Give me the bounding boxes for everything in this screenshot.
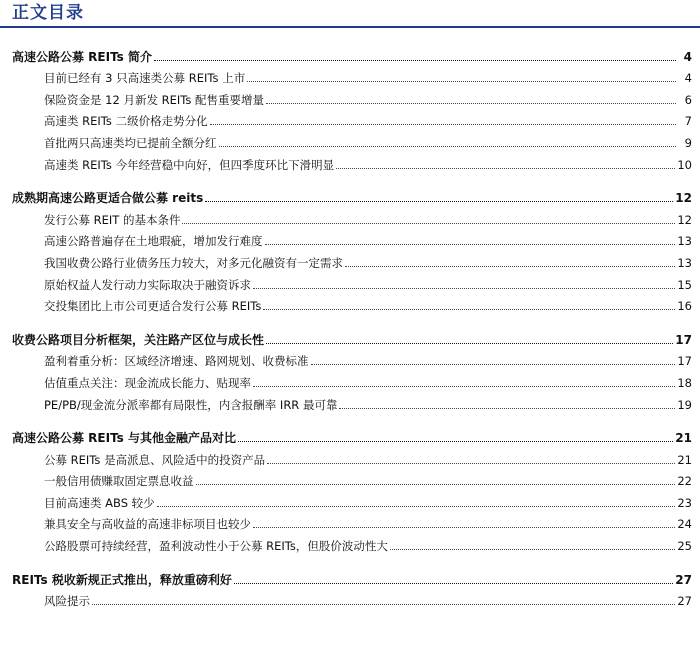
toc-page-number: 17 [677, 354, 692, 369]
page-title: 正文目录 [12, 3, 84, 23]
toc-subsection-title: 交投集团比上市公司更适合发行公募 REITs [44, 299, 262, 314]
toc-subsection-title: 原始权益人发行动力实际取决于融资诉求 [44, 277, 251, 292]
toc-page-number: 21 [675, 431, 692, 446]
toc-chapter-title: 高速公路公募 REITs 与其他金融产品对比 [12, 431, 236, 446]
toc-subsection-entry[interactable] [0, 152, 700, 174]
toc-page-number: 16 [677, 299, 692, 314]
toc-page-number: 17 [675, 332, 692, 347]
toc-page-number: 4 [684, 71, 692, 86]
toc-page-number: 13 [677, 234, 692, 249]
toc-dot-leader [210, 124, 676, 125]
toc-subsection-title: 盈利着重分析：区域经济增速、路网规划、收费标准 [44, 354, 309, 369]
toc-dot-leader [92, 604, 675, 605]
toc-subsection-entry[interactable] [0, 392, 700, 414]
toc-subsection-title: 高速类 REITs 二级价格走势分化 [44, 114, 208, 129]
toc-dot-leader [266, 343, 673, 344]
toc-subsection-title: 保险资金是 12 月新发 REITs 配售重要增量 [44, 92, 265, 107]
toc-page-number: 4 [683, 49, 692, 64]
toc-subsection-entry[interactable] [0, 207, 700, 229]
title-divider [0, 26, 700, 28]
toc-dot-leader [265, 244, 676, 245]
toc-page-number: 21 [677, 452, 692, 467]
toc-dot-leader [182, 223, 675, 224]
toc-chapter-title: REITs 税收新规正式推出，释放重磅利好 [12, 572, 232, 587]
toc-section [0, 186, 700, 316]
toc-page-number: 25 [677, 539, 692, 554]
toc-page-number: 19 [677, 397, 692, 412]
toc-subsection-entry[interactable] [0, 370, 700, 392]
toc-dot-leader [205, 201, 673, 202]
toc-dot-leader [253, 288, 675, 289]
toc-page-number: 6 [684, 92, 692, 107]
toc-subsection-entry[interactable] [0, 490, 700, 512]
toc-dot-leader [263, 309, 675, 310]
toc-dot-leader [266, 103, 676, 104]
toc-chapter-entry[interactable] [0, 44, 700, 66]
toc-subsection-entry[interactable] [0, 447, 700, 469]
toc-page-number: 24 [677, 517, 692, 532]
toc-subsection-title: 公路股票可持续经营，盈利波动性小于公募 REITs，但股价波动性大 [44, 539, 388, 554]
toc-page-number: 12 [675, 191, 692, 206]
toc-dot-leader [157, 506, 676, 507]
toc-dot-leader [247, 81, 676, 82]
toc-subsection-entry[interactable] [0, 229, 700, 251]
toc-dot-leader [154, 60, 676, 61]
toc-subsection-entry[interactable] [0, 87, 700, 109]
toc-subsection-title: PE/PB/现金流分派率都有局限性，内含报酬率 IRR 最可靠 [44, 397, 338, 412]
toc-subsection-title: 首批两只高速类均已提前全额分红 [44, 135, 217, 150]
toc-dot-leader [219, 146, 677, 147]
toc-chapter-title: 高速公路公募 REITs 简介 [12, 49, 152, 64]
toc-subsection-title: 公募 REITs 是高派息、风险适中的投资产品 [44, 452, 266, 467]
toc-page-number: 7 [684, 114, 692, 129]
toc-page-number: 27 [675, 572, 692, 587]
toc-subsection-entry[interactable] [0, 66, 700, 88]
toc-subsection-title: 目前已经有 3 只高速类公募 REITs 上市 [44, 71, 246, 86]
toc-page-number: 22 [677, 474, 692, 489]
toc-subsection-title: 风险提示 [44, 594, 90, 609]
toc-section [0, 44, 700, 174]
toc-subsection-title: 目前高速类 ABS 较少 [44, 495, 155, 510]
toc-dot-leader [196, 484, 676, 485]
toc-dot-leader [339, 408, 675, 409]
toc-chapter-entry[interactable] [0, 567, 700, 589]
toc-page-number: 9 [684, 135, 692, 150]
toc-page-number: 12 [677, 212, 692, 227]
toc-subsection-entry[interactable] [0, 130, 700, 152]
toc-dot-leader [267, 463, 675, 464]
toc-subsection-entry[interactable] [0, 533, 700, 555]
toc-chapter-title: 成熟期高速公路更适合做公募 reits [12, 191, 204, 206]
toc-subsection-entry[interactable] [0, 349, 700, 371]
toc-chapter-title: 收费公路项目分析框架，关注路产区位与成长性 [12, 332, 265, 347]
toc-dot-leader [238, 441, 673, 442]
toc-page-number: 13 [677, 255, 692, 270]
toc-dot-leader [253, 527, 675, 528]
toc-page-number: 15 [677, 277, 692, 292]
toc-section [0, 426, 700, 556]
toc-section [0, 327, 700, 413]
toc-subsection-title: 高速公路普遍存在土地瑕疵，增加发行难度 [44, 234, 263, 249]
toc-section [0, 567, 700, 610]
toc-dot-leader [253, 386, 675, 387]
toc-subsection-title: 估值重点关注：现金流成长能力、贴现率 [44, 375, 251, 390]
toc-dot-leader [390, 549, 675, 550]
toc-subsection-entry[interactable] [0, 469, 700, 491]
toc-page-number: 18 [677, 375, 692, 390]
toc-subsection-title: 发行公募 REIT 的基本条件 [44, 212, 181, 227]
toc-page-number: 27 [677, 594, 692, 609]
toc-subsection-title: 兼具安全与高收益的高速非标项目也较少 [44, 517, 251, 532]
toc-page-number: 23 [677, 495, 692, 510]
toc-dot-leader [311, 364, 676, 365]
toc-subsection-entry[interactable] [0, 589, 700, 611]
toc-subsection-title: 一般信用债赚取固定票息收益 [44, 474, 194, 489]
toc-subsection-title: 高速类 REITs 今年经营稳中向好，但四季度环比下滑明显 [44, 157, 335, 172]
toc-dot-leader [234, 583, 673, 584]
toc-subsection-title: 我国收费公路行业债务压力较大，对多元化融资有一定需求 [44, 255, 343, 270]
toc-subsection-entry[interactable] [0, 109, 700, 131]
toc-subsection-entry[interactable] [0, 512, 700, 534]
toc-subsection-entry[interactable] [0, 294, 700, 316]
toc-page-number: 10 [677, 157, 692, 172]
table-of-contents [0, 44, 700, 622]
toc-subsection-entry[interactable] [0, 250, 700, 272]
toc-dot-leader [345, 266, 675, 267]
toc-chapter-entry[interactable] [0, 327, 700, 349]
toc-dot-leader [336, 168, 675, 169]
toc-subsection-entry[interactable] [0, 272, 700, 294]
toc-chapter-entry[interactable] [0, 426, 700, 448]
toc-chapter-entry[interactable] [0, 186, 700, 208]
